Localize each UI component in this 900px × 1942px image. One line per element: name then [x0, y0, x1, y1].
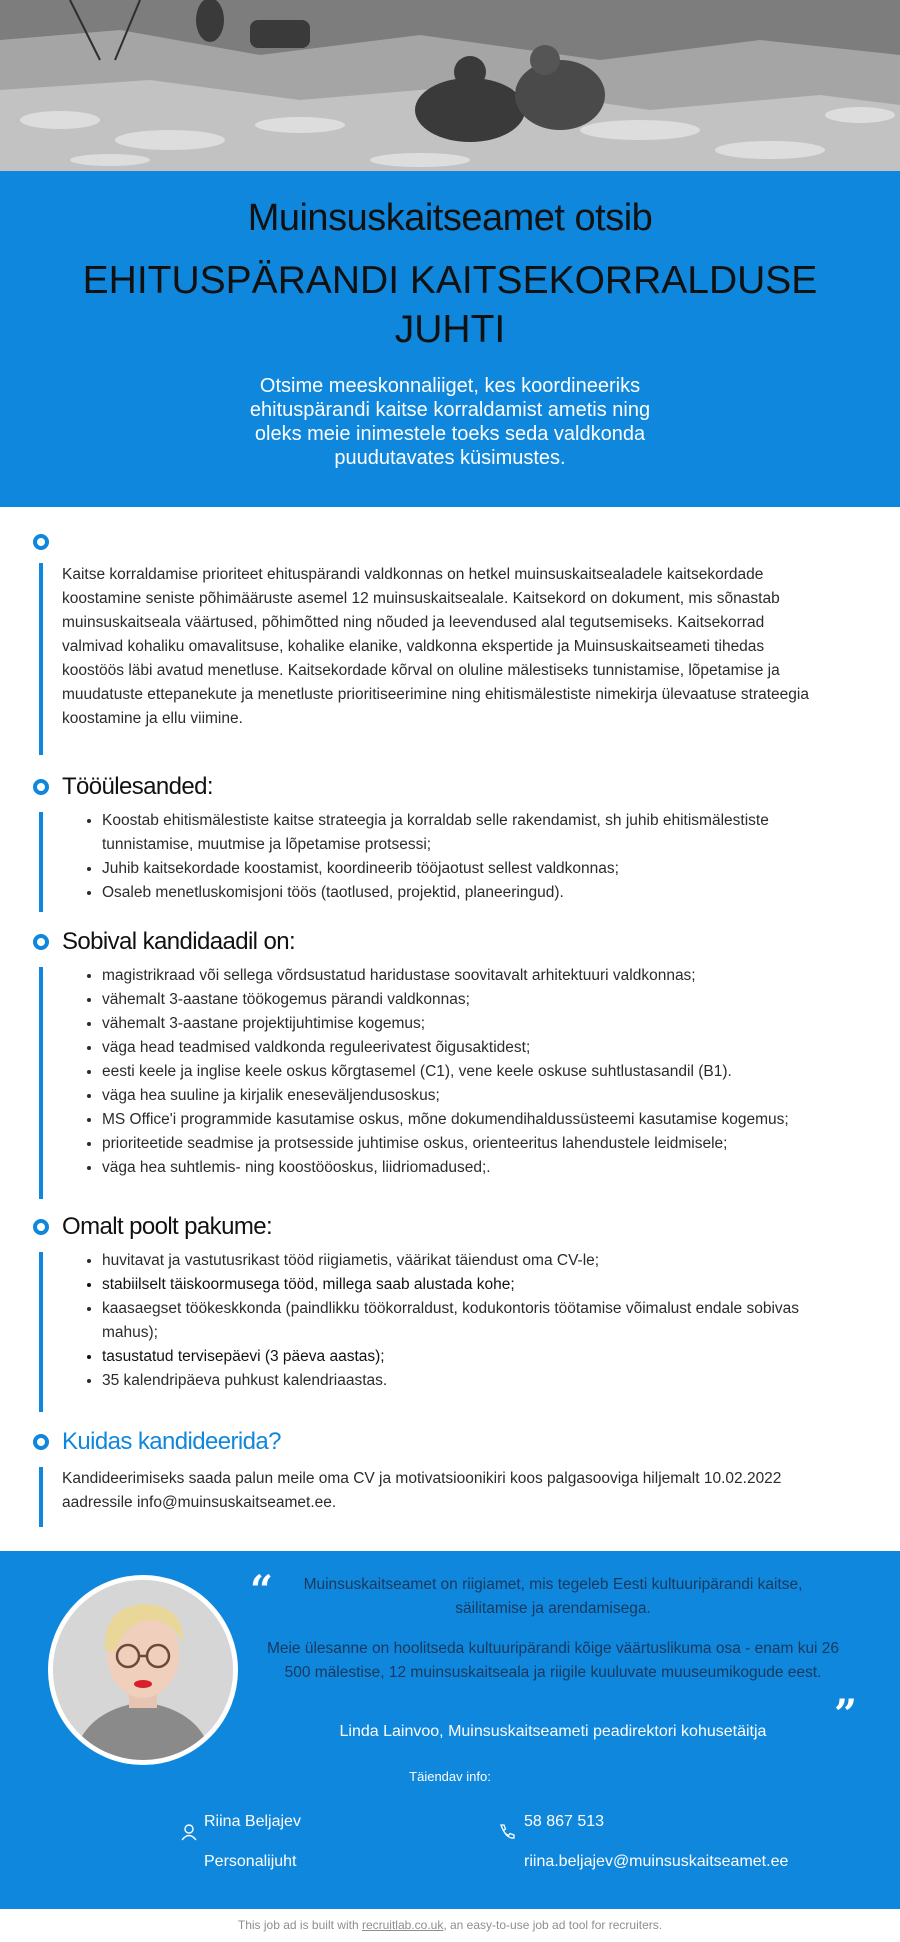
- intro-text: Kaitse korraldamise prioriteet ehituspärandi valdkonnas on hetkel muinsuskaitsealadele kaitsekordade koostamine seniste põhimääruste asemel 12 muinsuskaitsealale. Kaitsekord on dokument, mis sõnastab muinsuskaitseala väärtused, põhimõtted ning nõuded ja leevendused alal tegutsemiseks. Kaitsekorrad valmivad kohaliku omavalitsuse, kohalike elanike, valdkonna ekspertide ja Muinsuskaitseameti tihedas koostöös läbi avatud menetluse. Kaitsekordade kõrval on oluline mälestiseks tunnistamise, lõpetamise ja muudatuste ettepanekute ja menetluste prioritiseerimine ning ehitismälestiste nimekirja ülevaatuse strateegia koostamine ja ellu viimine.: [62, 566, 809, 727]
- phone-icon: [498, 1823, 516, 1846]
- job-content: [0, 507, 900, 1942]
- candidate-heading: Sobival kandidaadil on:: [62, 928, 296, 955]
- timeline-dot-icon: [33, 534, 49, 550]
- list-item: • vähemalt 3-aastane projektijuhtimise kogemus;: [102, 1012, 820, 1036]
- contact-email[interactable]: riina.beljajev@muinsuskaitseamet.ee: [524, 1853, 789, 1870]
- avatar: [48, 1575, 238, 1765]
- timeline-rail: [39, 967, 43, 1199]
- offer-section: [0, 1210, 900, 1425]
- tasks-heading: Tööülesanded:: [62, 773, 213, 800]
- footer-prefix: This job ad is built with: [237, 1918, 362, 1932]
- list-item: • Juhib kaitsekordade koostamist, koordineerib tööjaotust sellest valdkonnas;: [102, 857, 820, 881]
- list-item: • prioriteetide seadmise ja protsesside juhtimise oskus, orienteeritus lahendustele leidmisele;: [102, 1132, 820, 1156]
- quote-block: [0, 1551, 900, 1909]
- contact-role: Personalijuht: [204, 1853, 297, 1870]
- quote-paragraph: Meie ülesanne on hoolitseda kultuuripärandi kõige väärtuslikuma osa - enam kui 26 500 mälestise, 12 muinsuskaitseala ja riigile kuuluvate muuseumikogude eest.: [266, 1640, 840, 1681]
- timeline-dot-icon: [33, 779, 49, 795]
- list-item: • väga hea suuline ja kirjalik eneseväljendusoskus;: [102, 1084, 820, 1108]
- footer: [0, 1909, 900, 1942]
- list-item: • eesti keele ja inglise keele oskus kõrgtasemel (C1), vene keele oskuse suhtlustasandil (B1).: [102, 1060, 820, 1084]
- list-item: • MS Office'i programmide kasutamise oskus, mõne dokumendihaldussüsteemi kasutamise kogemus;: [102, 1108, 820, 1132]
- list-item: • kaasaegset töökeskkonda (paindlikku töökorraldust, kodukontoris töötamise võimalust endale sobivas mahus);: [102, 1297, 820, 1345]
- list-item: • Osaleb menetluskomisjoni töös (taotlused, projektid, planeeringud).: [102, 881, 820, 905]
- quote-open-icon: “: [250, 1567, 274, 1614]
- contact-name: Riina Beljajev: [204, 1813, 301, 1830]
- list-item: • stabiilselt täiskoormusega tööd, millega saab alustada kohe;: [102, 1273, 820, 1297]
- candidate-list: [62, 964, 820, 1180]
- quote-close-icon: ”: [834, 1691, 858, 1738]
- position-title: EHITUSPÄRANDI KAITSEKORRALDUSE JUHTI: [82, 259, 818, 351]
- offer-heading: Omalt poolt pakume:: [62, 1213, 273, 1240]
- footer-suffix: , an easy-to-use job ad tool for recruiters.: [443, 1918, 663, 1932]
- apply-text: Kandideerimiseks saada palun meile oma CV ja motivatsioonikiri koos palgasooviga hiljemalt 10.02.2022 aadressile info@muinsuskaitseamet.ee.: [62, 1470, 782, 1511]
- recruitlab-link[interactable]: recruitlab.co.uk: [361, 1918, 444, 1932]
- lead-text: Otsime meeskonnaliiget, kes koordineeriks ehituspärandi kaitse korraldamist ametis ning oleks meie inimestele toeks seda valdkonda puudutavates küsimustes.: [249, 375, 651, 469]
- tasks-list: [62, 809, 820, 905]
- timeline-rail: [39, 563, 43, 755]
- quote-paragraph: Muinsuskaitseamet on riigiamet, mis tegeleb Eesti kultuuripärandi kaitse, säilitamise ja arendamisega.: [303, 1576, 803, 1617]
- organization-heading: Muinsuskaitseamet otsib: [247, 197, 653, 239]
- user-icon: [180, 1823, 198, 1846]
- contact-phone[interactable]: 58 867 513: [524, 1813, 605, 1830]
- hero-photo: [0, 0, 900, 171]
- timeline-rail: [39, 1467, 43, 1527]
- list-item: • Koostab ehitismälestiste kaitse strateegia ja korraldab selle rakendamist, sh juhib ehitismälestiste tunnistamise, muutmise ja lõpetamise protsessi;: [102, 809, 820, 857]
- quote-text: [266, 1573, 840, 1685]
- apply-section: [0, 1425, 900, 1525]
- list-item: • vähemalt 3-aastane töökogemus pärandi valdkonnas;: [102, 988, 820, 1012]
- list-item: • tasustatud tervisepäevi (3 päeva aastas);: [102, 1345, 820, 1369]
- intro-section: [0, 529, 900, 755]
- list-item: • 35 kalendripäeva puhkust kalendriaastas.: [102, 1369, 820, 1393]
- title-banner: [0, 171, 900, 507]
- list-item: • huvitavat ja vastutusrikast tööd riigiametis, väärikat täiendust oma CV-le;: [102, 1249, 820, 1273]
- offer-list: [62, 1249, 820, 1393]
- list-item: • magistrikraad või sellega võrdsustatud haridustase soovitavalt arhitektuuri valdkonnas;: [102, 964, 820, 988]
- candidate-section: [0, 925, 900, 1210]
- additional-info-label: Täiendav info:: [409, 1769, 491, 1784]
- hero-photo-illustration: [0, 0, 900, 171]
- apply-heading: Kuidas kandideerida?: [62, 1428, 281, 1455]
- timeline-dot-icon: [33, 1434, 49, 1450]
- timeline-dot-icon: [33, 1219, 49, 1235]
- tasks-section: [0, 770, 900, 925]
- avatar-portrait: [53, 1580, 233, 1760]
- timeline-rail: [39, 1252, 43, 1412]
- list-item: • väga head teadmised valdkonda reguleerivatest õigusaktidest;: [102, 1036, 820, 1060]
- timeline-dot-icon: [33, 934, 49, 950]
- quote-signature: Linda Lainvoo, Muinsuskaitseameti peadirektori kohusetäitja: [339, 1723, 767, 1740]
- timeline-rail: [39, 812, 43, 912]
- list-item: • väga hea suhtlemis- ning koostööoskus, liidriomadused;.: [102, 1156, 820, 1180]
